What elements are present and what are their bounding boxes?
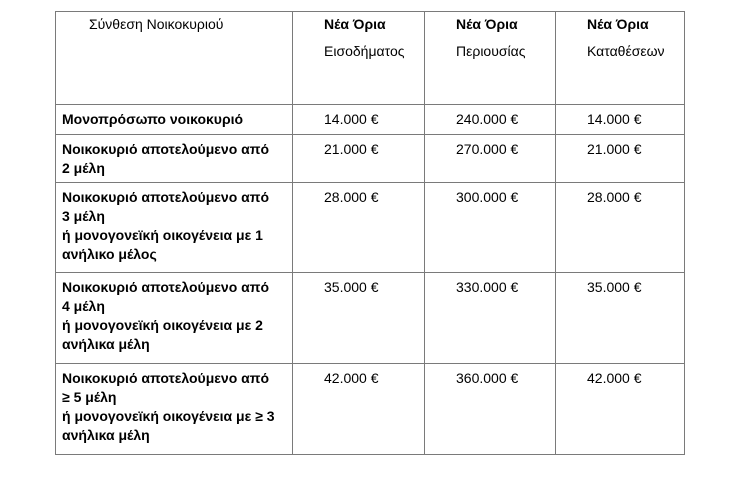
deposits-limit-value: 21.000 € xyxy=(556,135,685,183)
household-limits-table xyxy=(55,11,685,455)
header-property-subtitle: Περιουσίας xyxy=(456,43,526,59)
header-income-title: Νέα Όρια xyxy=(324,16,386,32)
row-label-line: ή μονογονεϊκή οικογένεια με 1 xyxy=(62,227,263,243)
row-label-line: Νοικοκυριό αποτελούμενο από xyxy=(62,189,270,205)
table-row xyxy=(56,105,685,135)
row-label xyxy=(56,183,293,273)
header-deposits xyxy=(556,12,685,105)
income-limit-value: 28.000 € xyxy=(293,183,425,273)
row-label-line: ανήλικο μέλος xyxy=(62,246,157,262)
deposits-limit-value: 14.000 € xyxy=(556,105,685,135)
row-label xyxy=(56,364,293,455)
header-property-title: Νέα Όρια xyxy=(456,16,518,32)
income-limit-value: 35.000 € xyxy=(293,273,425,364)
header-deposits-subtitle: Καταθέσεων xyxy=(587,43,665,59)
table-row xyxy=(56,183,685,273)
property-limit-value: 270.000 € xyxy=(425,135,556,183)
table-header-row xyxy=(56,12,685,105)
row-label xyxy=(56,135,293,183)
deposits-limit-value: 42.000 € xyxy=(556,364,685,455)
header-income xyxy=(293,12,425,105)
header-composition: Σύνθεση Νοικοκυριού xyxy=(56,12,293,105)
row-label-line: ή μονογονεϊκή οικογένεια με 2 xyxy=(62,317,263,333)
deposits-limit-value: 35.000 € xyxy=(556,273,685,364)
table-row xyxy=(56,364,685,455)
row-label-line: ≥ 5 μέλη xyxy=(62,389,117,405)
row-label-line: 3 μέλη xyxy=(62,208,105,224)
income-limit-value: 21.000 € xyxy=(293,135,425,183)
header-property xyxy=(425,12,556,105)
deposits-limit-value: 28.000 € xyxy=(556,183,685,273)
row-label-line: 2 μέλη xyxy=(62,160,105,176)
row-label-line: ανήλικα μέλη xyxy=(62,336,150,352)
row-label xyxy=(56,105,293,135)
header-income-subtitle: Εισοδήματος xyxy=(324,43,405,59)
row-label-line: Νοικοκυριό αποτελούμενο από xyxy=(62,279,270,295)
table-row xyxy=(56,135,685,183)
row-label xyxy=(56,273,293,364)
row-label-line: 4 μέλη xyxy=(62,298,105,314)
property-limit-value: 240.000 € xyxy=(425,105,556,135)
property-limit-value: 300.000 € xyxy=(425,183,556,273)
row-label-line: Μονοπρόσωπο νοικοκυριό xyxy=(62,111,244,127)
row-label-line: ή μονογονεϊκή οικογένεια με ≥ 3 xyxy=(62,408,275,424)
income-limit-value: 42.000 € xyxy=(293,364,425,455)
income-limit-value: 14.000 € xyxy=(293,105,425,135)
property-limit-value: 330.000 € xyxy=(425,273,556,364)
table-row xyxy=(56,273,685,364)
row-label-line: Νοικοκυριό αποτελούμενο από xyxy=(62,370,270,386)
header-deposits-title: Νέα Όρια xyxy=(587,16,649,32)
row-label-line: Νοικοκυριό αποτελούμενο από xyxy=(62,141,270,157)
property-limit-value: 360.000 € xyxy=(425,364,556,455)
row-label-line: ανήλικα μέλη xyxy=(62,427,150,443)
